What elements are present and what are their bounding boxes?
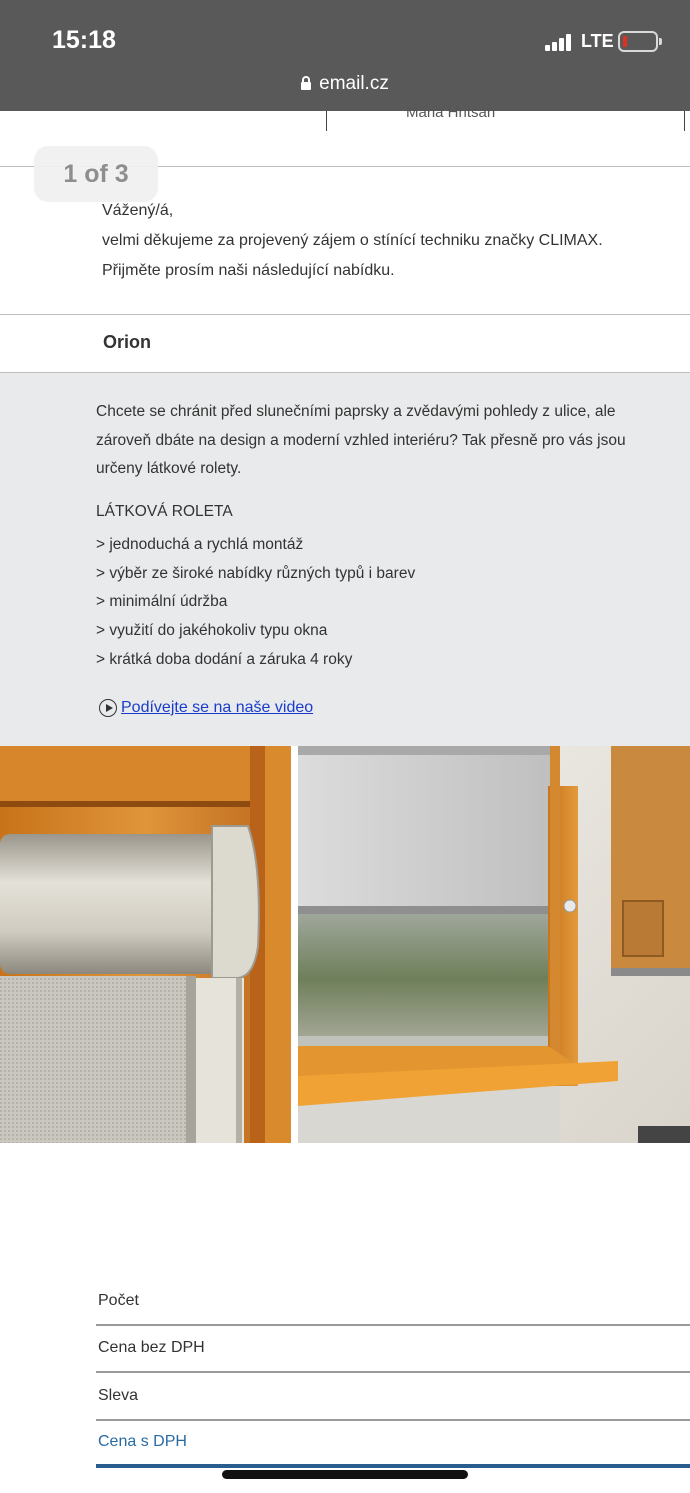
table-row xyxy=(96,1278,690,1326)
greeting-line: Přijměte prosím naši následující nabídku. xyxy=(102,262,395,279)
battery-icon xyxy=(618,31,658,52)
table-row xyxy=(96,1421,690,1469)
table-row xyxy=(96,1373,690,1421)
url-bar[interactable] xyxy=(0,73,690,95)
feature-item: > minimální údržba xyxy=(96,593,228,611)
battery-tip xyxy=(659,38,662,45)
browser-top-bar xyxy=(0,0,690,111)
feature-item: > výběr ze široké nabídky různých typů i barev xyxy=(96,564,416,582)
product-photo-window xyxy=(298,746,690,1143)
video-link[interactable] xyxy=(99,699,313,717)
lock-icon xyxy=(301,76,311,90)
section-divider xyxy=(0,314,690,315)
description-text xyxy=(96,398,690,484)
window-blind-illustration xyxy=(298,746,690,1143)
row-label: Cena s DPH xyxy=(98,1433,187,1451)
greeting-line: Vážený/á, xyxy=(102,202,174,219)
product-photo-roller-closeup xyxy=(0,746,291,1143)
header-divider-right xyxy=(684,111,685,131)
description-line: Chcete se chránit před slunečními paprsky a zvědavými pohledy z ulice, ale xyxy=(96,403,616,420)
header-divider-left xyxy=(326,111,327,131)
product-description xyxy=(0,373,690,746)
description-line: zároveň dbáte na design a moderní vzhled interiéru? Tak přesně pro vás jsou xyxy=(96,431,626,449)
row-label: Počet xyxy=(98,1291,139,1309)
pricing-table xyxy=(96,1278,690,1468)
network-type-label: LTE xyxy=(581,31,614,51)
status-time: 15:18 xyxy=(52,26,116,54)
play-circle-icon xyxy=(99,699,117,717)
battery-level xyxy=(623,36,627,47)
product-name: Orion xyxy=(103,332,151,352)
description-line: určeny látkové rolety. xyxy=(96,460,242,477)
row-label: Sleva xyxy=(98,1386,139,1404)
greeting-block xyxy=(102,196,690,286)
video-link-label: Podívejte se na naše video xyxy=(121,699,314,716)
feature-item: > krátká doba dodání a záruka 4 roky xyxy=(96,650,353,668)
features-title: LÁTKOVÁ ROLETA xyxy=(96,503,233,520)
features-list xyxy=(96,531,415,675)
row-label: Cena bez DPH xyxy=(98,1339,205,1357)
home-indicator[interactable] xyxy=(222,1470,468,1479)
table-row xyxy=(96,1326,690,1374)
url-text: email.cz xyxy=(319,73,389,94)
feature-item: > využití do jakéhokoliv typu okna xyxy=(96,622,328,640)
sender-name: Maria Hritsan xyxy=(406,104,496,121)
page-indicator: 1 of 3 xyxy=(34,146,158,202)
signal-strength-icon xyxy=(545,33,575,51)
greeting-line: velmi děkujeme za projevený zájem o stínící techniku značky CLIMAX. xyxy=(102,232,603,249)
roller-closeup-illustration xyxy=(0,746,291,1143)
feature-item: > jednoduchá a rychlá montáž xyxy=(96,536,304,553)
